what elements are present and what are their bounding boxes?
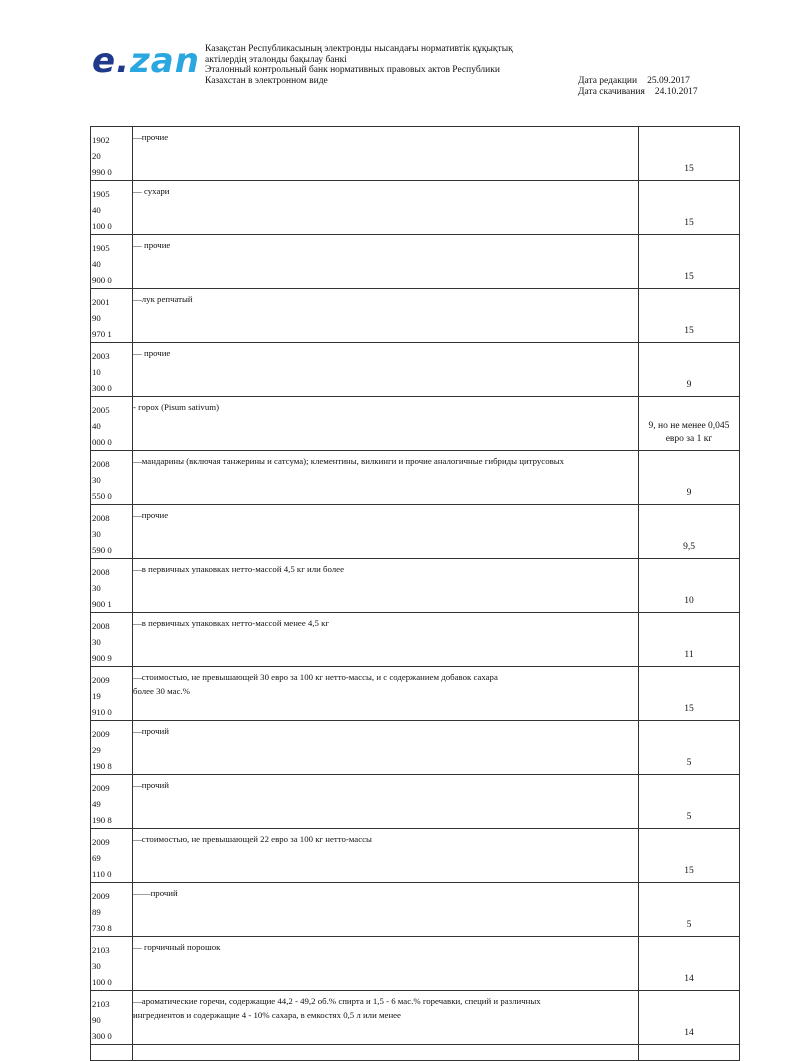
code-cell bbox=[91, 721, 133, 775]
rate-cell bbox=[639, 343, 740, 397]
code-cell bbox=[91, 235, 133, 289]
code-part: 000 0 bbox=[92, 437, 112, 447]
rate-cell bbox=[639, 127, 740, 181]
table-row bbox=[91, 289, 740, 343]
description-line: ——прочий bbox=[133, 888, 178, 898]
header-line-3: Эталонный контрольный банк нормативных правовых актов Республики bbox=[205, 65, 500, 75]
rate-cell bbox=[639, 937, 740, 991]
tariff-table bbox=[90, 126, 740, 1061]
code-cell bbox=[91, 775, 133, 829]
code-cell bbox=[91, 127, 133, 181]
tariff-table-body bbox=[91, 127, 740, 1061]
description-line: - горох (Pisum sativum) bbox=[133, 402, 220, 412]
rate-cell bbox=[639, 991, 740, 1045]
code-part: 30 bbox=[92, 529, 101, 539]
description-cell bbox=[133, 505, 639, 559]
rate-line: 14 bbox=[684, 1028, 694, 1038]
rate-line: 15 bbox=[684, 218, 694, 228]
rate-line: 15 bbox=[684, 272, 694, 282]
code-part: 900 0 bbox=[92, 275, 112, 285]
code-part: 900 9 bbox=[92, 653, 112, 663]
description-cell bbox=[133, 289, 639, 343]
table-row bbox=[91, 127, 740, 181]
code-part: 990 0 bbox=[92, 167, 112, 177]
download-date-label: Дата скачивания bbox=[578, 87, 645, 97]
description-line: —в первичных упаковках нетто-массой 4,5 кг или более bbox=[133, 564, 344, 574]
table-row bbox=[91, 775, 740, 829]
code-part: 89 bbox=[92, 907, 101, 917]
rate-value bbox=[639, 595, 739, 608]
code-part: 550 0 bbox=[92, 491, 112, 501]
description-line: более 30 мас.% bbox=[133, 686, 190, 696]
description-line: — прочие bbox=[133, 348, 171, 358]
code-part: 20 bbox=[92, 151, 101, 161]
empty-cell bbox=[133, 1045, 639, 1061]
description-line: —стоимостью, не превышающей 22 евро за 100 кг нетто-массы bbox=[133, 834, 372, 844]
rate-line: 15 bbox=[684, 164, 694, 174]
code-cell bbox=[91, 451, 133, 505]
description-line: —прочий bbox=[133, 726, 169, 736]
code-cell bbox=[91, 991, 133, 1045]
table-row bbox=[91, 181, 740, 235]
code-part: 2009 bbox=[92, 675, 110, 685]
code-part: 2009 bbox=[92, 891, 110, 901]
rate-cell bbox=[639, 613, 740, 667]
header-line-4: Казахстан в электронном виде bbox=[205, 75, 328, 86]
table-row bbox=[91, 397, 740, 451]
rate-cell bbox=[639, 721, 740, 775]
rate-line: 9, но не менее 0,045 bbox=[648, 421, 730, 431]
rate-line: 14 bbox=[684, 974, 694, 984]
description-cell bbox=[133, 127, 639, 181]
rate-value bbox=[639, 487, 739, 500]
edition-date-label: Дата редакции bbox=[578, 76, 638, 86]
code-part: 90 bbox=[92, 313, 101, 323]
rate-value bbox=[639, 271, 739, 284]
code-part: 30 bbox=[92, 961, 101, 971]
description-cell bbox=[133, 181, 639, 235]
rate-value bbox=[639, 865, 739, 878]
rate-cell bbox=[639, 397, 740, 451]
rate-cell bbox=[639, 775, 740, 829]
code-part: 30 bbox=[92, 637, 101, 647]
table-row bbox=[91, 559, 740, 613]
description-cell bbox=[133, 721, 639, 775]
description-cell bbox=[133, 775, 639, 829]
code-cell bbox=[91, 559, 133, 613]
description-cell bbox=[133, 829, 639, 883]
empty-cell bbox=[91, 1045, 133, 1061]
code-cell bbox=[91, 883, 133, 937]
rate-value bbox=[639, 649, 739, 662]
code-part: 900 1 bbox=[92, 599, 112, 609]
code-cell bbox=[91, 181, 133, 235]
code-part: 2003 bbox=[92, 351, 110, 361]
description-line: —ароматические горечи, содержащие 44,2 - 49,2 об.% спирта и 1,5 - 6 мас.% горечавки, специй и различных bbox=[133, 996, 541, 1006]
code-part: 30 bbox=[92, 583, 101, 593]
description-line: — прочие bbox=[133, 240, 171, 250]
code-part: 590 0 bbox=[92, 545, 112, 555]
logo-dot: . bbox=[116, 41, 130, 81]
rate-line: 9 bbox=[686, 380, 692, 390]
code-part: 2008 bbox=[92, 513, 110, 523]
code-cell bbox=[91, 397, 133, 451]
code-part: 100 0 bbox=[92, 977, 112, 987]
description-cell bbox=[133, 235, 639, 289]
description-cell bbox=[133, 991, 639, 1045]
code-part: 1902 bbox=[92, 135, 110, 145]
code-part: 1905 bbox=[92, 243, 110, 253]
code-part: 910 0 bbox=[92, 707, 112, 717]
rate-value bbox=[639, 973, 739, 986]
rate-line: 5 bbox=[686, 920, 692, 930]
edition-date-value: 25.09.2017 bbox=[647, 76, 690, 86]
description-line: —прочие bbox=[133, 132, 169, 142]
code-part: 730 8 bbox=[92, 923, 112, 933]
rate-cell bbox=[639, 235, 740, 289]
code-part: 2005 bbox=[92, 405, 110, 415]
rate-line: 10 bbox=[684, 596, 694, 606]
rate-cell bbox=[639, 559, 740, 613]
rate-line: 15 bbox=[684, 866, 694, 876]
description-cell bbox=[133, 397, 639, 451]
rate-cell bbox=[639, 289, 740, 343]
code-cell bbox=[91, 289, 133, 343]
rate-line: 11 bbox=[684, 650, 694, 660]
code-part: 30 bbox=[92, 475, 101, 485]
rate-value bbox=[639, 919, 739, 932]
logo-zan: zan bbox=[129, 41, 200, 81]
rate-value bbox=[639, 811, 739, 824]
code-cell bbox=[91, 343, 133, 397]
code-part: 2008 bbox=[92, 567, 110, 577]
rate-value bbox=[639, 217, 739, 230]
code-part: 40 bbox=[92, 205, 101, 215]
rate-line: 5 bbox=[686, 758, 692, 768]
empty-row bbox=[91, 1045, 740, 1061]
code-part: 19 bbox=[92, 691, 101, 701]
ezan-logo bbox=[92, 41, 200, 81]
rate-cell bbox=[639, 451, 740, 505]
rate-value bbox=[639, 703, 739, 716]
code-part: 10 bbox=[92, 367, 101, 377]
description-line: — горчичный порошок bbox=[133, 942, 221, 952]
code-part: 2009 bbox=[92, 729, 110, 739]
header-line-1: Казақстан Республикасының электронды нысандағы нормативтік құқықтық bbox=[205, 44, 513, 54]
download-date-value: 24.10.2017 bbox=[654, 87, 698, 97]
description-line: —стоимостью, не превышающей 30 евро за 100 кг нетто-массы, и с содержанием добавок сахара bbox=[133, 672, 498, 682]
table-row bbox=[91, 721, 740, 775]
table-row bbox=[91, 883, 740, 937]
code-cell bbox=[91, 937, 133, 991]
description-cell bbox=[133, 883, 639, 937]
header-dates bbox=[578, 76, 698, 98]
code-part: 190 8 bbox=[92, 761, 112, 771]
table-row bbox=[91, 451, 740, 505]
logo-e: e bbox=[92, 41, 117, 81]
code-part: 40 bbox=[92, 259, 101, 269]
rate-line: 9,5 bbox=[683, 542, 695, 552]
description-cell bbox=[133, 451, 639, 505]
description-cell bbox=[133, 343, 639, 397]
code-cell bbox=[91, 829, 133, 883]
code-part: 2008 bbox=[92, 459, 110, 469]
table-row bbox=[91, 343, 740, 397]
code-part: 69 bbox=[92, 853, 101, 863]
code-part: 300 0 bbox=[92, 383, 112, 393]
table-row bbox=[91, 829, 740, 883]
code-part: 40 bbox=[92, 421, 101, 431]
rate-line: 15 bbox=[684, 326, 694, 336]
download-date bbox=[578, 87, 698, 98]
code-cell bbox=[91, 505, 133, 559]
code-part: 29 bbox=[92, 745, 101, 755]
table-row bbox=[91, 991, 740, 1045]
description-cell bbox=[133, 937, 639, 991]
code-part: 300 0 bbox=[92, 1031, 112, 1041]
rate-line: 15 bbox=[684, 704, 694, 714]
rate-value bbox=[639, 325, 739, 338]
table-row bbox=[91, 937, 740, 991]
code-part: 2009 bbox=[92, 837, 110, 847]
rate-cell bbox=[639, 181, 740, 235]
description-cell bbox=[133, 613, 639, 667]
table-row bbox=[91, 667, 740, 721]
code-part: 90 bbox=[92, 1015, 101, 1025]
rate-value bbox=[639, 420, 739, 446]
description-cell bbox=[133, 559, 639, 613]
rate-value bbox=[639, 541, 739, 554]
code-part: 2103 bbox=[92, 945, 110, 955]
code-part: 2008 bbox=[92, 621, 110, 631]
code-part: 1905 bbox=[92, 189, 110, 199]
code-cell bbox=[91, 613, 133, 667]
code-part: 970 1 bbox=[92, 329, 112, 339]
description-line: ингредиентов и содержащие 4 - 10% сахара, в емкостях 0,5 л или менее bbox=[133, 1010, 401, 1020]
rate-value bbox=[639, 163, 739, 176]
rate-cell bbox=[639, 829, 740, 883]
code-part: 100 0 bbox=[92, 221, 112, 231]
description-line: —мандарины (включая танжерины и сатсума); клементины, вилкинги и прочие аналогичные гибриды цитрусовых bbox=[133, 456, 565, 466]
header-text bbox=[205, 44, 575, 86]
description-line: —лук репчатый bbox=[133, 294, 193, 304]
code-cell bbox=[91, 667, 133, 721]
description-line: — сухари bbox=[133, 186, 170, 196]
rate-value bbox=[639, 379, 739, 392]
rate-line: 9 bbox=[686, 488, 692, 498]
description-line: —прочий bbox=[133, 780, 169, 790]
rate-value bbox=[639, 757, 739, 770]
description-line: —в первичных упаковках нетто-массой менее 4,5 кг bbox=[133, 618, 329, 628]
table-row bbox=[91, 613, 740, 667]
table-row bbox=[91, 505, 740, 559]
rate-cell bbox=[639, 667, 740, 721]
empty-cell bbox=[639, 1045, 740, 1061]
code-part: 2001 bbox=[92, 297, 110, 307]
code-part: 2103 bbox=[92, 999, 110, 1009]
rate-cell bbox=[639, 883, 740, 937]
rate-value bbox=[639, 1027, 739, 1040]
description-cell bbox=[133, 667, 639, 721]
description-line: —прочие bbox=[133, 510, 169, 520]
code-part: 49 bbox=[92, 799, 101, 809]
code-part: 110 0 bbox=[92, 869, 112, 879]
edition-date bbox=[578, 76, 698, 87]
header-line-2: актілердің эталонды бақылау банкі bbox=[205, 54, 347, 65]
table-row bbox=[91, 235, 740, 289]
rate-line: 5 bbox=[686, 812, 692, 822]
code-part: 2009 bbox=[92, 783, 110, 793]
code-part: 190 8 bbox=[92, 815, 112, 825]
rate-cell bbox=[639, 505, 740, 559]
rate-line: евро за 1 кг bbox=[665, 434, 713, 444]
